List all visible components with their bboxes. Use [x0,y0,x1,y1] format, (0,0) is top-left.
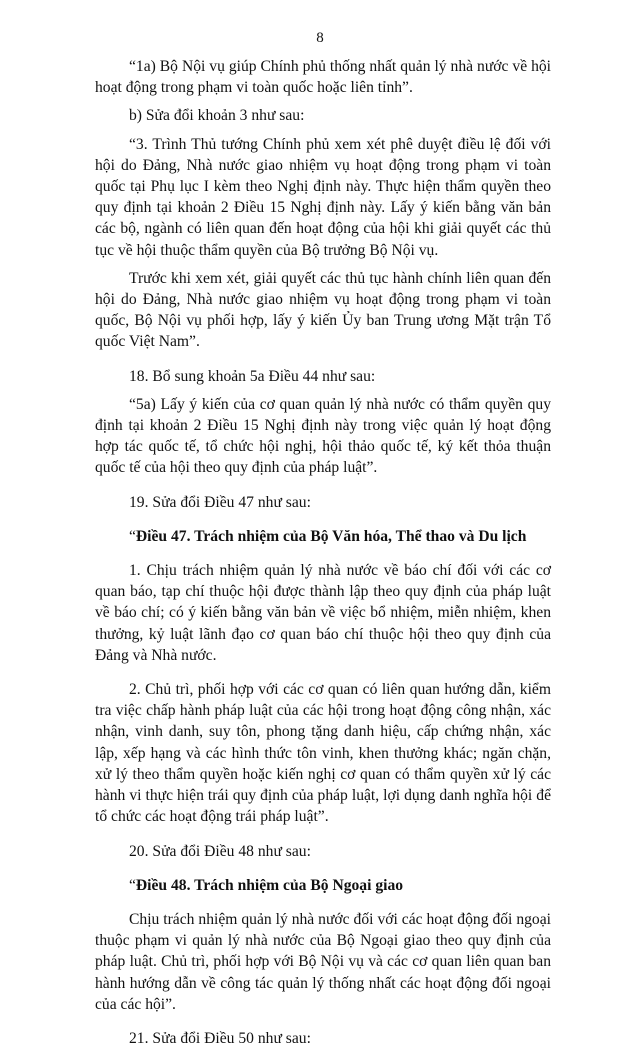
document-body [95,56,551,1056]
paragraph-article-48-body: Chịu trách nhiệm quản lý nhà nước đối với các hoạt động đối ngoại thuộc phạm vi quản lý nhà nước của Bộ Ngoại giao theo quy định của pháp luật. Chủ trì, phối hợp với Bộ Nội vụ và các cơ quan liên quan ban hành hướng dẫn về công tác quản lý thống nhất các hoạt động đối ngoại của các hội”. [95,910,551,1013]
paragraph-5a-quote: “5a) Lấy ý kiến của cơ quan quản lý nhà nước có thẩm quyền quy định tại khoản 2 Điều 15 Nghị định này trong việc quản lý hoạt động hợp tác quốc tế, tổ chức hội nghị, hội thảo quốc tế, ký kết thỏa thuận quốc tế của hội theo quy định của pháp luật”. [95,395,551,477]
paragraph-1a-quote: “1a) Bộ Nội vụ giúp Chính phủ thống nhất quản lý nhà nước về hội hoạt động trong phạm vi toàn quốc hoặc liên tỉnh”. [95,58,551,97]
paragraph-clause-3-quote: “3. Trình Thủ tướng Chính phủ xem xét phê duyệt điều lệ đối với hội do Đảng, Nhà nước giao nhiệm vụ hoạt động trong phạm vi toàn quốc tại Phụ lục I kèm theo Nghị định này. Thực hiện thẩm quyền theo quy định tại khoản 2 Điều 15 Nghị định này. Lấy ý kiến bằng văn bản các bộ, ngành có liên quan đến hoạt động của hội khi giải quyết các thủ tục về hội thuộc thẩm quyền của Bộ trưởng Bộ Nội vụ. [95,135,551,259]
heading-article-47 [95,526,551,547]
paragraph-article-47-point-1: 1. Chịu trách nhiệm quản lý nhà nước về báo chí đối với các cơ quan báo, tạp chí thuộc hội được thành lập theo quy định của pháp luật về báo chí; có ý kiến bằng văn bản về việc bổ nhiệm, miễn nhiệm, khen thưởng, kỷ luật lãnh đạo cơ quan báo chí thuộc hội theo quy định của Đảng và Nhà nước. [95,562,551,664]
paragraph-item-21: 21. Sửa đổi Điều 50 như sau: [129,1029,311,1047]
page-number: 8 [316,30,324,46]
paragraph-item-18: 18. Bổ sung khoản 5a Điều 44 như sau: [129,367,376,385]
heading-article-48-quote: “ [129,876,136,894]
paragraph-item-20: 20. Sửa đổi Điều 48 như sau: [129,842,311,860]
heading-article-48-text: Điều 48. Trách nhiệm của Bộ Ngoại giao [135,876,404,894]
paragraph-article-47-point-2: 2. Chủ trì, phối hợp với các cơ quan có liên quan hướng dẫn, kiểm tra việc chấp hành pháp luật của các hội trong hoạt động công nhận, xác nhận, vinh danh, suy tôn, phong tặng danh hiệu, cấp chứng nhận, xác lập, xếp hạng và các hình thức tôn vinh, khen thưởng khác; ngăn chặn, xử lý theo thẩm quyền hoặc kiến nghị cơ quan có thẩm quyền xử lý các hành vi thực hiện trái quy định của pháp luật, lợi dụng danh nghĩa hội để tổ chức các hoạt động trái pháp luật”. [95,681,551,826]
paragraph-before-consideration: Trước khi xem xét, giải quyết các thủ tục hành chính liên quan đến hội do Đảng, Nhà nước giao nhiệm vụ hoạt động trong phạm vi toàn quốc, Bộ Nội vụ phối hợp, lấy ý kiến Ủy ban Trung ương Mặt trận Tổ quốc Việt Nam”. [95,269,551,351]
heading-article-47-quote: “ [129,527,136,545]
heading-article-48 [95,875,551,896]
heading-article-47-text: Điều 47. Trách nhiệm của Bộ Văn hóa, Thể thao và Du lịch [135,527,527,545]
paragraph-item-19: 19. Sửa đổi Điều 47 như sau: [129,493,311,511]
paragraph-amend-clause-3: b) Sửa đổi khoản 3 như sau: [129,107,305,125]
